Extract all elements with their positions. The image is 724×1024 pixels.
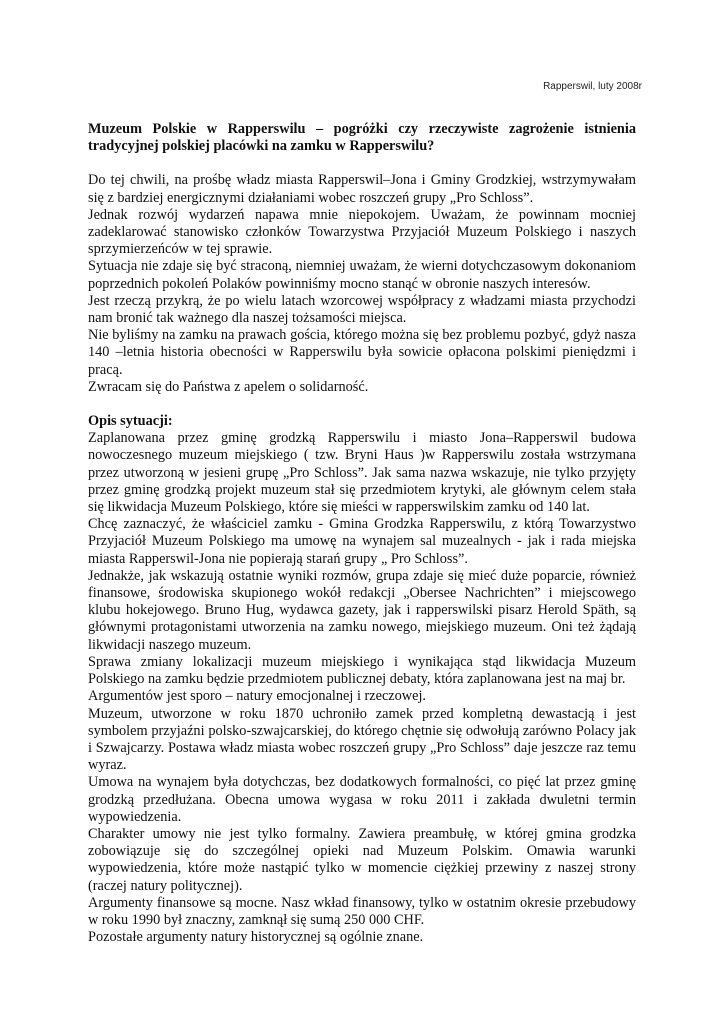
- dateline: Rapperswil, luty 2008r: [543, 81, 642, 92]
- intro-paragraph: Do tej chwili, na prośbę władz miasta Rapperswil–Jona i Gminy Grodzkiej, wstrzymywałam się z bardziej energicznymi działaniami wobec roszczeń grupy „Pro Schloss”.: [88, 172, 636, 206]
- intro-paragraph: Jednak rozwój wydarzeń napawa mnie niepokojem. Uważam, że powinnam mocniej zadeklarować stanowisko członków Towarzystwa Przyjaciół Muzeum Polskiego i naszych sprzymierzeńców w tej sprawie.: [88, 206, 636, 258]
- intro-paragraph: Sytuacja nie zdaje się być straconą, niemniej uważam, że wierni dotychczasowym dokonaniom poprzednich pokoleń Polaków powinniśmy mocno stanąć w obronie naszych interesów.: [88, 258, 636, 292]
- situation-paragraph: Argumenty finansowe są mocne. Nasz wkład finansowy, tylko w ostatnim okresie przebudowy w roku 1990 był znaczny, zamknął się sumą 250 000 CHF.: [88, 894, 636, 928]
- intro-paragraph: Jest rzeczą przykrą, że po wielu latach wzorcowej współpracy z władzami miasta przychodzi nam bronić tak ważnego dla naszej tożsamości miejsca.: [88, 292, 636, 327]
- intro-paragraph: Zwracam się do Państwa z apelem o solidarność.: [88, 378, 369, 395]
- document-title: Muzeum Polskie w Rapperswilu – pogróżki czy rzeczywiste zagrożenie istnienia tradycyjnej polskiej placówki na zamku w Rapperswilu?: [88, 121, 636, 155]
- situation-section: [88, 430, 636, 946]
- intro-section: [88, 172, 636, 396]
- situation-paragraph: Sprawa zmiany lokalizacji muzeum miejskiego i wynikająca stąd likwidacja Muzeum Polskiego na zamku będzie przedmiotem publicznej debaty, która zaplanowana jest na maj br.: [88, 653, 636, 688]
- situation-paragraph: Zaplanowana przez gminę grodzką Rapperswilu i miasto Jona–Rapperswil budowa nowoczesnego muzeum miejskiego ( tzw. Bryni Haus )w Rapperswilu została wstrzymana przez utworzoną w jesieni grupę „Pro Schloss”. Jak sama nazwa wskazuje, nie tylko przyjęty przez gminę grodzką projekt muzeum stał się przedmiotem krytyki, ale głównym celem stała się likwidacja Muzeum Polskiego, które się mieści w rapperswilskim zamku od 140 lat.: [88, 430, 636, 516]
- document-body: [88, 121, 636, 946]
- situation-paragraph: Pozostałe argumenty natury historycznej są ogólnie znane.: [88, 929, 424, 946]
- section-heading: Opis sytuacji:: [88, 413, 173, 430]
- situation-paragraph: Charakter umowy nie jest tylko formalny. Zawiera preambułę, w której gmina grodzka zobowiązuje się do szczególnej opieki nad Muzeum Polskim. Omawia warunki wypowiedzenia, które może nastąpić tylko w momencie ciężkiej przewiny z naszej strony (raczej natury politycznej).: [88, 825, 636, 894]
- situation-paragraph: Chcę zaznaczyć, że właściciel zamku - Gmina Grodzka Rapperswilu, z którą Towarzystwo Przyjaciół Muzeum Polskiego ma umowę na wynajem sal muzealnych - jak i rada miejska miasta Rapperswil-Jona nie popierają starań grupy „ Pro Schloss”.: [88, 516, 636, 567]
- situation-paragraph: Jednakże, jak wskazują ostatnie wyniki rozmów, grupa zdaje się mieć duże poparcie, również finansowe, środowiska skupionego wokół redakcji „Obersee Nachrichten” i miejscowego klubu hokejowego. Bruno Hug, wydawca gazety, jak i rapperswilski pisarz Herold Späth, są głównymi protagonistami utworzenia na zamku nowego, miejskiego muzeum. Oni też żądają likwidacji naszego muzeum.: [88, 567, 636, 653]
- situation-paragraph: Muzeum, utworzone w roku 1870 uchroniło zamek przed kompletną dewastacją i jest symbolem przyjaźni polsko-szwajcarskiej, do którego chętnie się odwołują zarówno Polacy jak i Szwajcarzy. Postawa władz miasta wobec roszczeń grupy „Pro Schloss” daje jeszcze raz temu wyraz.: [88, 705, 636, 774]
- intro-paragraph: Nie byliśmy na zamku na prawach gościa, którego można się bez problemu pozbyć, gdyż nasza 140 –letnia historia obecności w Rapperswilu była sowicie opłacona polskimi pieniędzmi i pracą.: [88, 327, 636, 378]
- situation-paragraph: Argumentów jest sporo – natury emocjonalnej i rzeczowej.: [88, 688, 426, 705]
- section-spacer: [88, 396, 636, 413]
- situation-paragraph: Umowa na wynajem była dotychczas, bez dodatkowych formalności, co pięć lat przez gminę grodzką przedłużana. Obecna umowa wygasa w roku 2011 i zakłada dwuletni termin wypowiedzenia.: [88, 774, 636, 825]
